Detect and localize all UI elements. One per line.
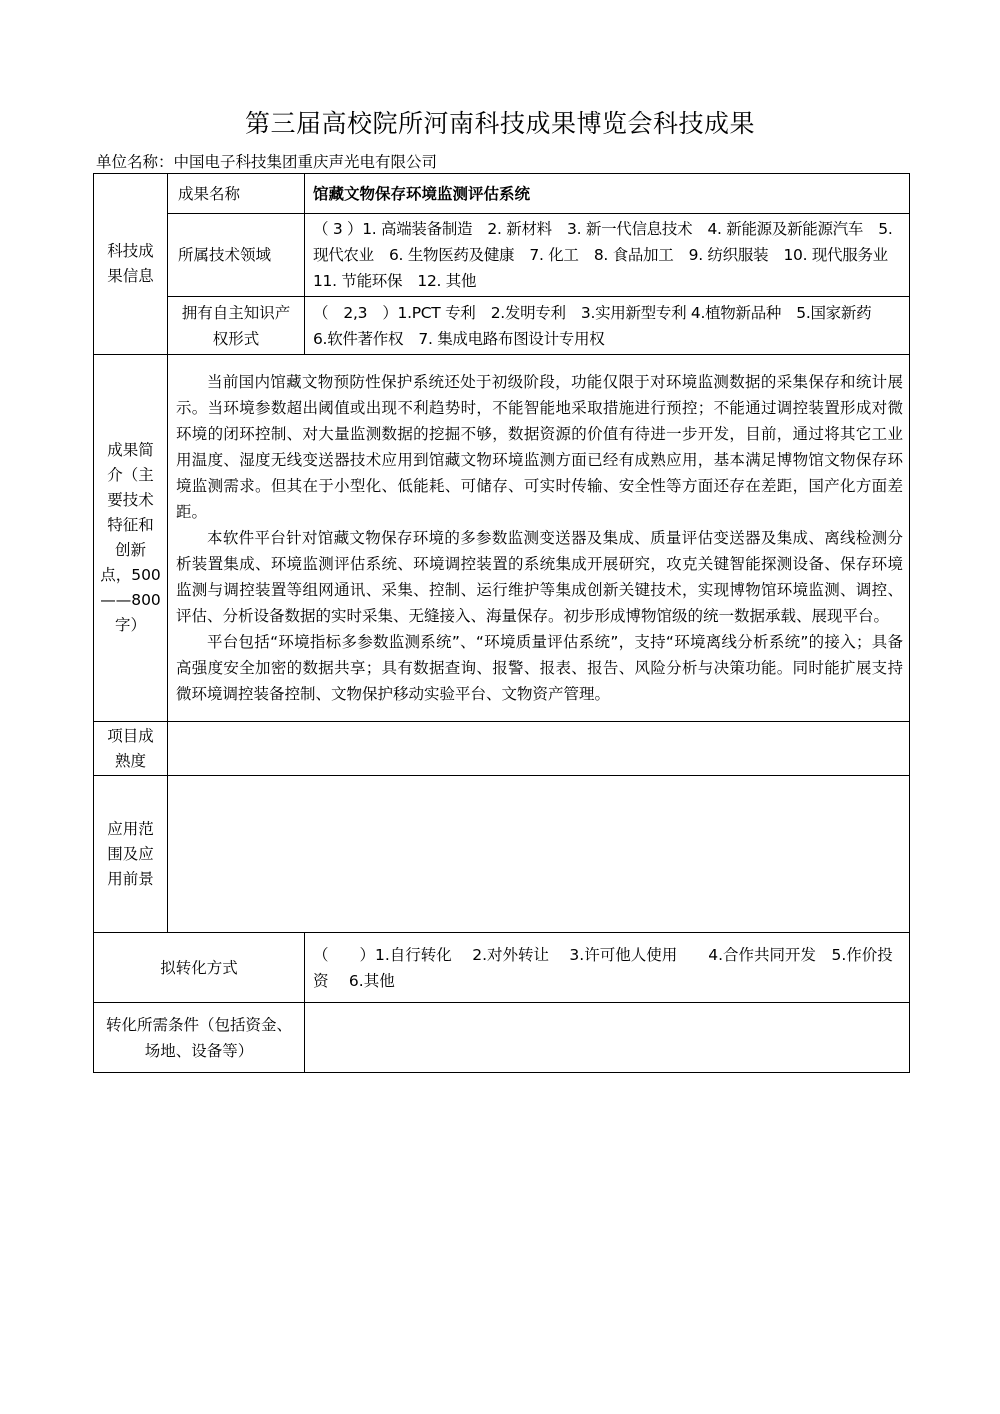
- section-label-tech-info: 科技成果信息: [94, 174, 168, 355]
- conditions-value: [305, 1003, 910, 1073]
- intro-paragraph: 本软件平台针对馆藏文物保存环境的多参数监测变送器及集成、质量评估变送器及集成、离线检测分析装置集成、环境监测评估系统、环境调控装置的系统集成开展研究，攻克关键智能探测设备、保存环境监测与调控装置等组网通讯、采集、控制、运行维护等集成创新关键技术，实现博物馆环境监测、调控、评估、分析设备数据的实时采集、无缝接入、海量保存。初步形成博物馆级的统一数据承载、展现平台。: [176, 529, 903, 625]
- intro-body: [168, 355, 910, 722]
- result-name-label: 成果名称: [168, 174, 305, 214]
- application-label: 应用范围及应用前景: [94, 776, 168, 933]
- ip-value: （ 2,3 ）1.PCT 专利 2.发明专利 3.实用新型专利 4.植物新品种 5.国家新药 6.软件著作权 7. 集成电路布图设计专用权: [305, 297, 910, 355]
- conditions-label: 转化所需条件（包括资金、场地、设备等）: [94, 1003, 305, 1073]
- intro-paragraph: 当前国内馆藏文物预防性保护系统还处于初级阶段，功能仅限于对环境监测数据的采集保存和统计展示。当环境参数超出阈值或出现不利趋势时，不能智能地采取措施进行预控；不能通过调控装置形成对微环境的闭环控制、对大量监测数据的挖掘不够，数据资源的价值有待进一步开发，目前，通过将其它工业用温度、湿度无线变送器技术应用到馆藏文物环境监测方面已经有成熟应用，基本满足博物馆文物保存环境监测需求。但其在于小型化、低能耗、可储存、可实时传输、安全性等方面还存在差距，国产化方面差距。: [176, 373, 903, 521]
- maturity-label: 项目成熟度: [94, 722, 168, 776]
- page-title: 第三届高校院所河南科技成果博览会科技成果: [244, 109, 755, 138]
- application-value: [168, 776, 910, 933]
- intro-paragraph: 平台包括“环境指标多参数监测系统”、“环境质量评估系统”，支持“环境离线分析系统”的接入；具备高强度安全加密的数据共享；具有数据查询、报警、报表、报告、风险分析与决策功能。同时能扩展支持微环境调控装备控制、文物保护移动实验平台、文物资产管理。: [176, 633, 903, 703]
- ip-label: 拥有自主知识产权形式: [168, 297, 305, 355]
- transfer-label: 拟转化方式: [94, 933, 305, 1003]
- result-name-value: 馆藏文物保存环境监测评估系统: [305, 174, 910, 214]
- achievement-table: [93, 173, 910, 1073]
- intro-label: 成果简介（主要技术特征和创新点，500——800字）: [94, 355, 168, 722]
- maturity-value: [168, 722, 910, 776]
- tech-field-label: 所属技术领域: [168, 214, 305, 297]
- tech-field-value: （ 3 ）1. 高端装备制造 2. 新材料 3. 新一代信息技术 4. 新能源及新能源汽车 5. 现代农业 6. 生物医药及健康 7. 化工 8. 食品加工 9. 纺织服装 10. 现代服务业 11. 节能环保 12. 其他: [305, 214, 910, 297]
- unit-name-line: 单位名称：中国电子科技集团重庆声光电有限公司: [96, 153, 438, 171]
- transfer-value: （ ）1.自行转化 2.对外转让 3.许可他人使用 4.合作共同开发 5.作价投资 6.其他: [305, 933, 910, 1003]
